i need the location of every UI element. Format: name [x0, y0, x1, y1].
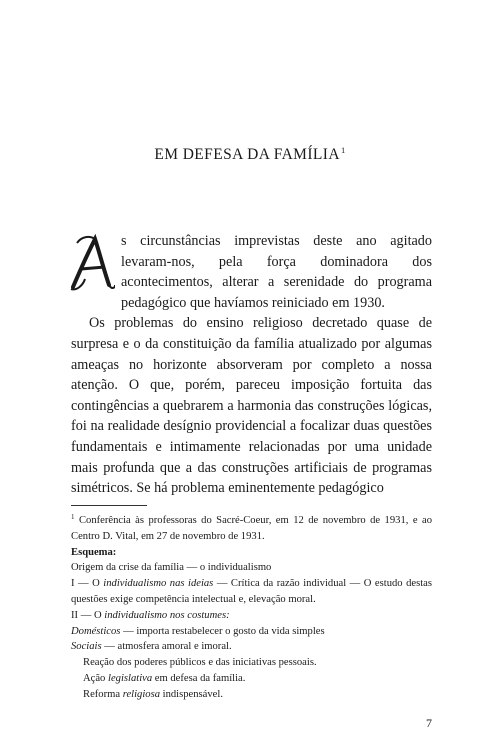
schema-item-2-emphasis: individualismo nos costumes — [104, 609, 227, 621]
schema-domestic-label: Domésticos — [71, 625, 121, 637]
schema-social-text: — atmosfera amoral e imoral. — [101, 641, 232, 653]
paragraph-2: Os problemas do ensino religioso decretado quase de surpresa e o da constituição da família atualizado por algumas ameaças no horizonte absorveram por completo a nossa atenção. O que, porém, pareceu imposição fortuita das contingências a quebrarem a harmonia das construções lógicas, foi na realidade desígnio providencial a focalizar duas questões fundamentais e intimamente relacionadas por uma unidade mais profunda que a das construções artificiais de programas simétricos. Se há problema eminentemente pedagógico — [71, 315, 432, 497]
schema-item-1-prefix: I — O — [71, 578, 104, 590]
schema-reform-emphasis: religiosa — [122, 688, 160, 700]
footnote-text — [71, 510, 432, 545]
schema-item-1 — [71, 576, 432, 608]
schema-action-emphasis: legislativa — [108, 672, 153, 684]
paragraph-1 — [71, 231, 432, 313]
schema-reaction: Reação dos poderes públicos e das iniciativas pessoais. — [83, 657, 317, 669]
schema-item-2 — [71, 608, 432, 624]
body-text — [71, 231, 432, 499]
schema-origin: Origem da crise da família — o individualismo — [71, 562, 272, 574]
footnote-block — [71, 510, 432, 703]
schema-domestic-text: — importa restabelecer o gosto da vida simples — [120, 625, 325, 637]
chapter-title — [0, 145, 500, 164]
paragraph-1-text: s circunstâncias imprevistas deste ano agitado levaram-nos, pela força dominadora dos acontecimentos, alterar a serenidade do programa pedagógico que havíamos reiniciado em 1930. — [121, 233, 432, 311]
schema-reform-prefix: Reforma — [83, 688, 123, 700]
schema-social — [71, 639, 432, 655]
footnote-reference: 1 — [340, 145, 346, 155]
schema-domestic — [71, 624, 432, 640]
page-number: 7 — [426, 716, 432, 730]
schema-reform-rest: indispensável. — [160, 688, 223, 700]
schema-item-1-emphasis: individualismo nas ideias — [103, 578, 214, 590]
schema-action-rest: em defesa da família. — [152, 672, 246, 684]
footnote-divider — [71, 505, 147, 506]
schema-reform — [71, 687, 432, 703]
schema-action — [71, 671, 432, 687]
schema-label: Esquema: — [71, 546, 117, 558]
schema-item-2-prefix: II — O — [71, 609, 105, 621]
footnote-body: Conferência às professoras do Sacré-Coeur, em 12 de novembro de 1931, e ao Centro D. Vital, em 27 de novembro de 1931. — [71, 515, 432, 542]
schema-item-1-rest: — Crítica da razão individual — O estudo destas questões exige competência intelectual e, elevação moral. — [71, 578, 432, 605]
footnote-mark: 1 — [71, 513, 75, 521]
chapter-title-text: EM DEFESA DA FAMÍLIA — [154, 146, 340, 163]
schema-social-label: Sociais — [71, 641, 102, 653]
schema-item-2-suffix: : — [226, 609, 230, 621]
drop-cap — [69, 233, 115, 293]
schema-action-prefix: Ação — [83, 672, 108, 684]
